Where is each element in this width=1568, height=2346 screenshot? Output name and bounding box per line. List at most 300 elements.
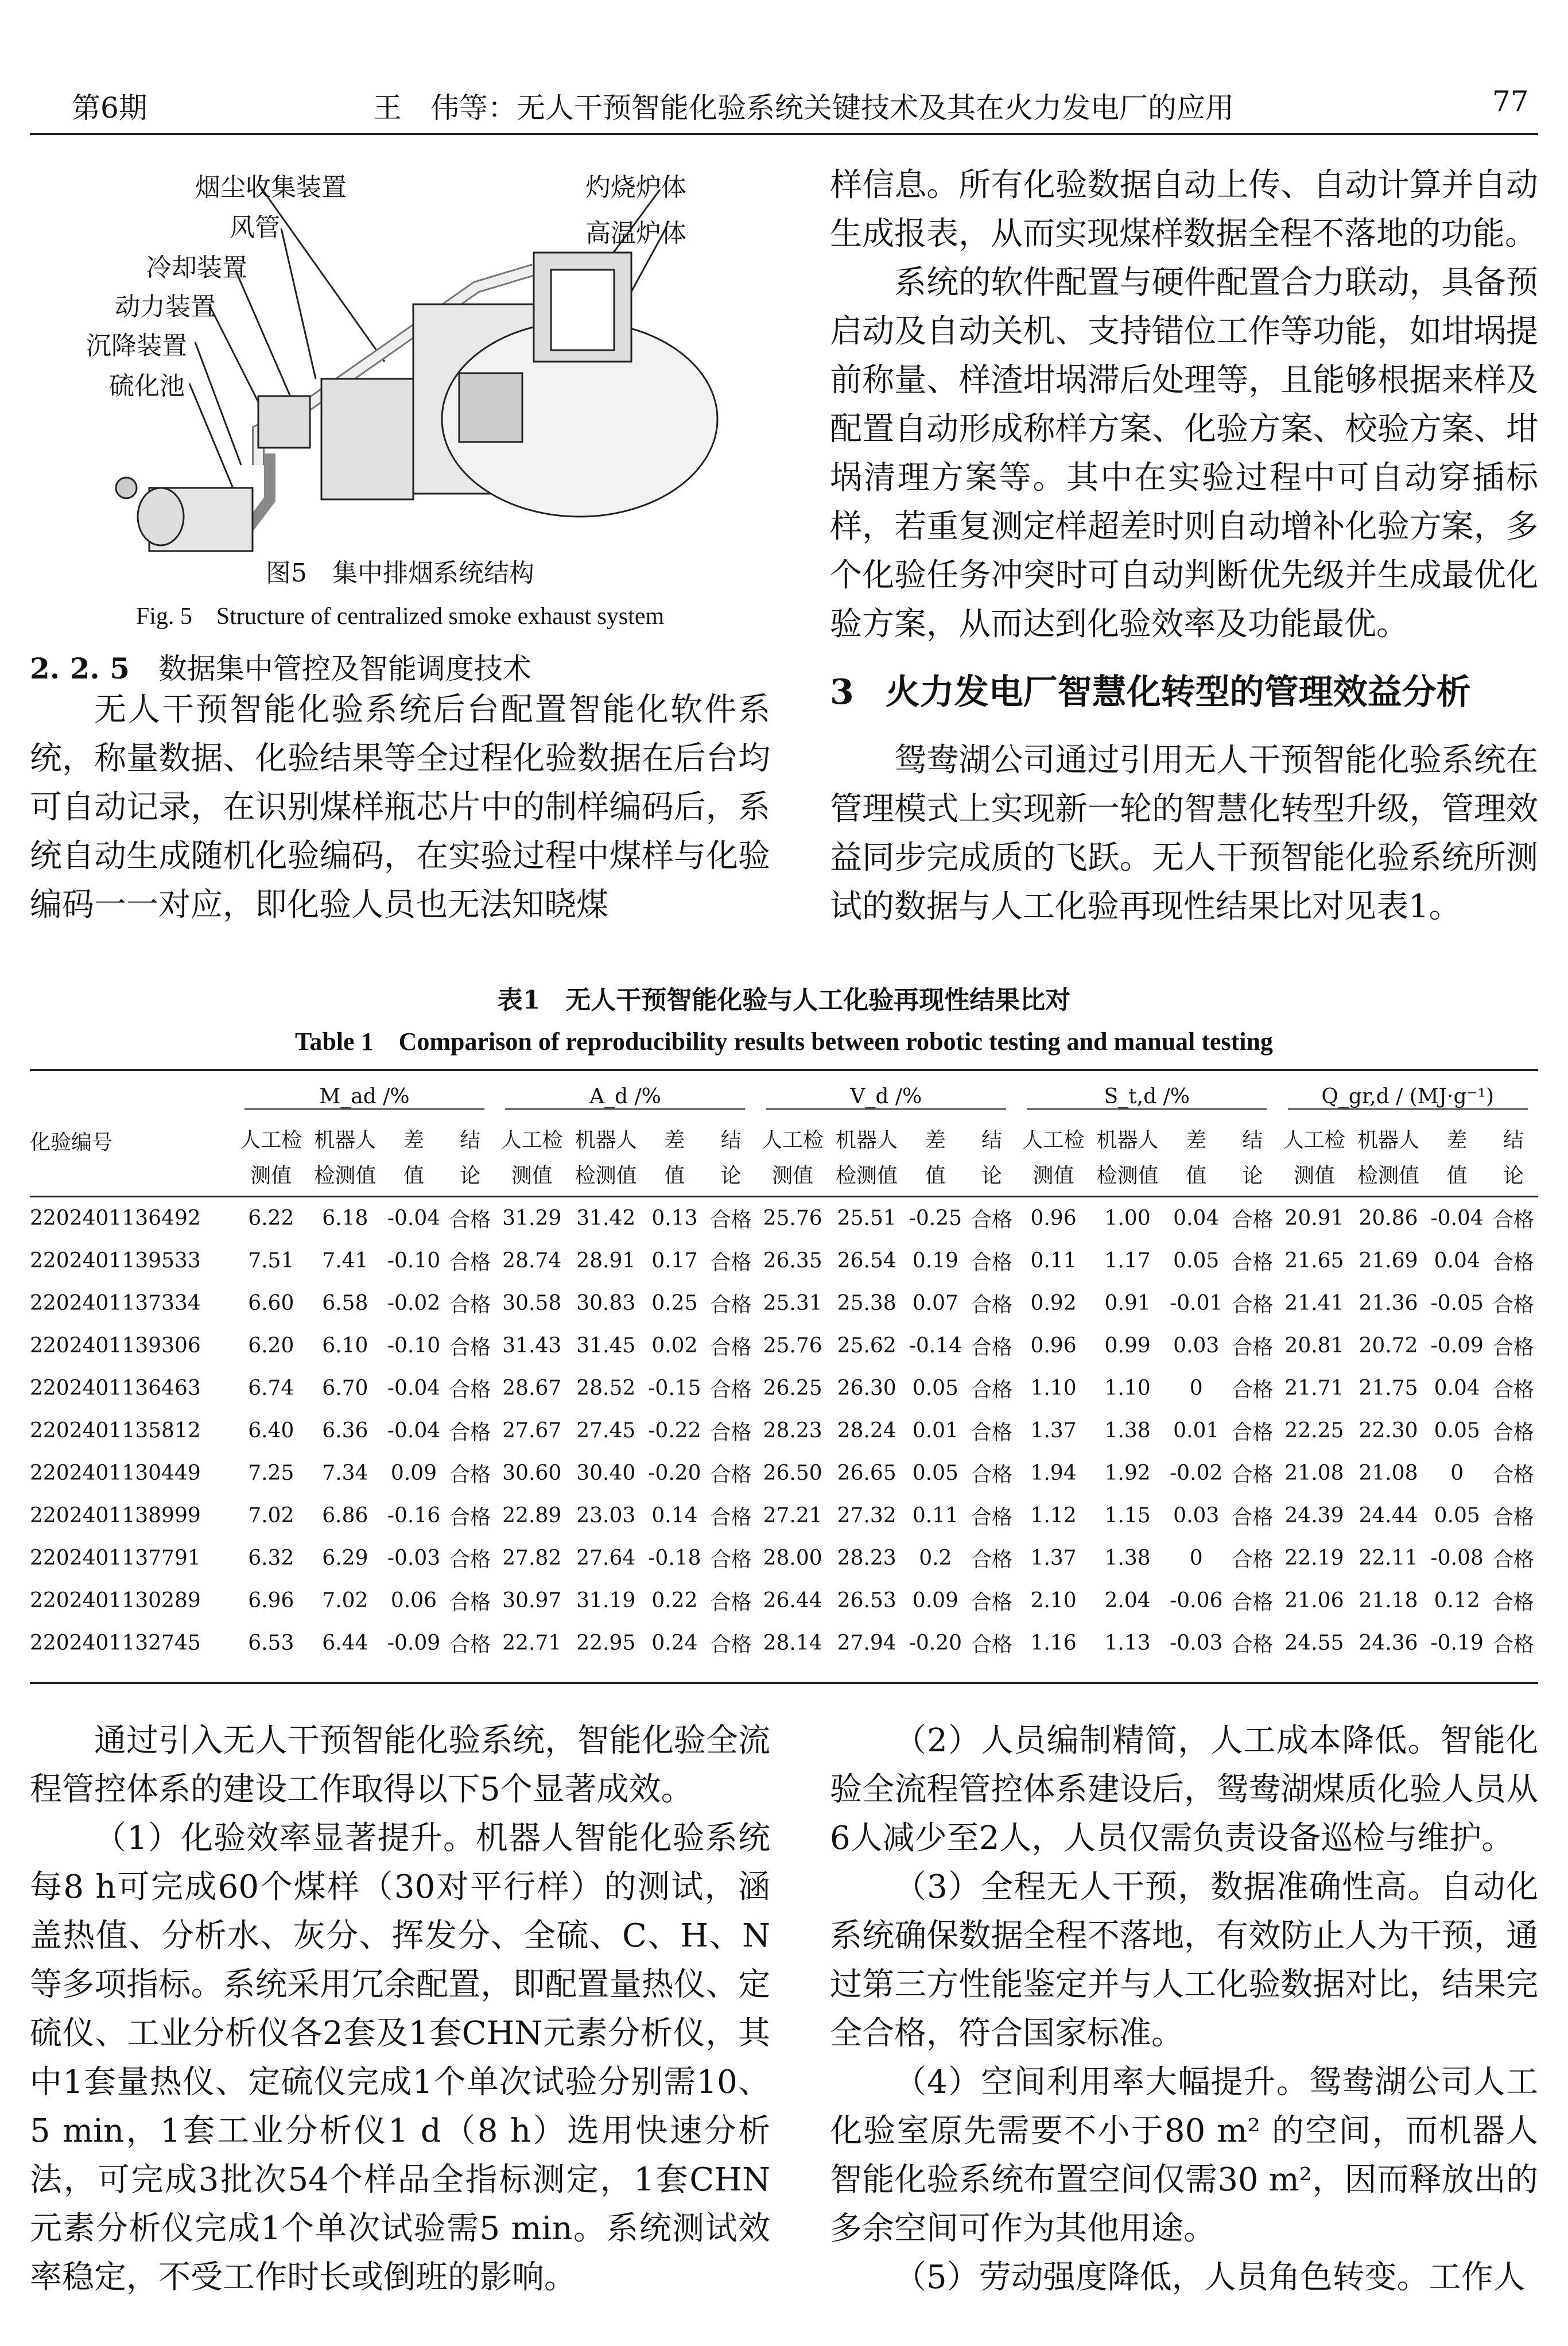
label-air-duct: 风管 <box>230 213 280 242</box>
table-cell: 合格 <box>449 1336 491 1359</box>
table-cell: 25.51 <box>837 1207 896 1230</box>
table-cell: 6.70 <box>322 1376 368 1400</box>
table-cell: 6.40 <box>248 1419 294 1443</box>
table-cell: 26.65 <box>837 1461 896 1485</box>
table-row <box>30 1580 1538 1622</box>
table-cell: 合格 <box>1232 1336 1274 1359</box>
table-cell: 30.58 <box>502 1292 562 1315</box>
table-cell: 31.19 <box>576 1589 636 1612</box>
table-cell: 合格 <box>971 1463 1012 1487</box>
table-cell: 0.03 <box>1173 1504 1220 1527</box>
table-cell: 7.51 <box>248 1249 294 1273</box>
table-cell: 合格 <box>449 1208 491 1232</box>
table-cell: 合格 <box>710 1633 752 1657</box>
table-cell: 合格 <box>710 1463 752 1487</box>
table-cell: 合格 <box>971 1378 1012 1402</box>
table-cell: 20.91 <box>1284 1207 1344 1230</box>
table-cell: 合格 <box>1492 1208 1534 1232</box>
table-cell: 合格 <box>710 1208 752 1232</box>
table-cell: 合格 <box>710 1336 752 1359</box>
table-cell: 30.97 <box>502 1589 562 1612</box>
sub-header-manual-value: 人工检 测值 <box>762 1129 824 1188</box>
table-cell: 合格 <box>971 1633 1012 1657</box>
sub-header-row <box>30 1122 1538 1196</box>
table-cell: 0.14 <box>651 1504 698 1527</box>
table-cell: 合格 <box>1492 1591 1534 1614</box>
table-cell: 28.74 <box>502 1249 562 1273</box>
table-cell: 合格 <box>449 1506 491 1529</box>
table-cell: 合格 <box>710 1548 752 1572</box>
table-cell: -0.09 <box>1430 1334 1484 1358</box>
table-cell: 合格 <box>449 1633 491 1657</box>
table-cell: 合格 <box>1232 1251 1274 1274</box>
table-row <box>30 1495 1538 1537</box>
table-cell: 合格 <box>1232 1293 1274 1317</box>
table-row <box>30 1452 1538 1495</box>
table-cell: 26.35 <box>763 1249 822 1273</box>
table-cell: 合格 <box>710 1251 752 1274</box>
table-cell: 合格 <box>1232 1633 1274 1657</box>
table-cell: 合格 <box>710 1591 752 1614</box>
table-cell: -0.02 <box>387 1292 441 1315</box>
table-row <box>30 1196 1538 1240</box>
table-cell: 0.06 <box>390 1589 437 1612</box>
table-cell: 1.16 <box>1030 1631 1077 1655</box>
table-cell: 合格 <box>1232 1506 1274 1529</box>
sub-header-robot-value: 机器人 检测值 <box>575 1129 637 1188</box>
section-number: 3 <box>830 672 854 712</box>
table-cell: 6.53 <box>248 1631 294 1655</box>
bottom-left-paragraph-2: （1）化验效率显著提升。机器人智能化验系统每8 h可完成60个煤样（30对平行样）的测试，涵盖热值、分析水、灰分、挥发分、全硫、C、H、N等多项指标。系统采用冗余配置，即配置量热仪、定硫仪、工业分析仪各2套及1套CHN元素分析仪，其中1套量热仪、定硫仪完成1个单次试验分别需10、5 min，1套工业分析仪1 d（8 h）选用快速分析法，可完成3批次54个样品全指标测定，1套CHN元素分析仪完成1个单次试验需5 min。系统测试效率稳定，不受工作时长或倒班的影响。 <box>30 1820 770 2296</box>
table-cell: 0.02 <box>651 1334 698 1358</box>
table-cell: 31.45 <box>576 1334 636 1358</box>
table-cell: -0.19 <box>1430 1631 1484 1655</box>
bottom-right-paragraph-1: （2）人员编制精简，人工成本降低。智能化验全流程管控体系建设后，鸳鸯湖煤质化验人员从6人减少至2人，人员仅需负责设备巡检与维护。 <box>830 1722 1538 1857</box>
section-title: 火力发电厂智慧化转型的管理效益分析 <box>885 672 1471 712</box>
right-paragraph-1: 样信息。所有化验数据自动上传、自动计算并自动生成报表，从而实现煤样数据全程不落地的功能。 <box>830 166 1538 253</box>
sub-header-conclusion: 结 论 <box>460 1129 481 1188</box>
cell-test-id: 2202401130289 <box>30 1589 201 1612</box>
table-cell: 6.29 <box>322 1546 368 1570</box>
table-cell: 22.71 <box>502 1631 562 1655</box>
table-cell: 1.37 <box>1030 1546 1077 1570</box>
table-cell: 0.09 <box>390 1461 437 1485</box>
table-cell: 7.25 <box>248 1461 294 1485</box>
table-cell: 合格 <box>1232 1548 1274 1572</box>
table-cell: 0.07 <box>912 1292 958 1315</box>
cell-test-id: 2202401137334 <box>30 1292 201 1315</box>
sub-header-difference: 差 值 <box>403 1129 424 1188</box>
table-cell: 22.89 <box>502 1504 562 1527</box>
sub-header-robot-value: 机器人 检测值 <box>836 1129 898 1188</box>
table-cell: -0.16 <box>387 1504 441 1527</box>
sub-header-difference: 差 值 <box>664 1129 685 1188</box>
table-cell: 28.91 <box>576 1249 636 1273</box>
sub-header-robot-value: 机器人 检测值 <box>1096 1129 1159 1188</box>
table-cell: -0.03 <box>1170 1631 1223 1655</box>
table-cell: 0 <box>1450 1461 1464 1485</box>
header-rule <box>30 133 1538 135</box>
table-cell: 1.10 <box>1104 1376 1151 1400</box>
table-cell: 1.92 <box>1104 1461 1151 1485</box>
table-cell: 0.01 <box>1173 1419 1220 1443</box>
table-row <box>30 1622 1538 1665</box>
table-cell: 26.30 <box>837 1376 896 1400</box>
table-cell: 21.06 <box>1284 1589 1344 1612</box>
table-cell: 27.82 <box>502 1546 562 1570</box>
table-cell: -0.09 <box>387 1631 441 1655</box>
table-cell: 21.18 <box>1359 1589 1418 1612</box>
table-cell: -0.05 <box>1430 1292 1484 1315</box>
table-cell: 6.32 <box>248 1546 294 1570</box>
table-cell: 合格 <box>449 1463 491 1487</box>
cell-test-id: 2202401135812 <box>30 1419 201 1443</box>
left-paragraph: 无人干预智能化验系统后台配置智能化软件系统，称量数据、化验结果等全过程化验数据在后台均可自动记录，在识别煤样瓶芯片中的制样编码后，系统自动生成随机化验编码，在实验过程中煤样与化验编码一一对应，即化验人员也无法知晓煤 <box>30 691 770 924</box>
table-cell: 1.17 <box>1104 1249 1151 1273</box>
table-cell: 1.12 <box>1030 1504 1077 1527</box>
table-cell: 0.24 <box>651 1631 698 1655</box>
table-cell: 合格 <box>1232 1378 1274 1402</box>
table-cell: 合格 <box>1492 1463 1534 1487</box>
sub-header-manual-value: 人工检 测值 <box>1022 1129 1085 1188</box>
table-cell: 24.55 <box>1284 1631 1344 1655</box>
table-cell: 27.94 <box>837 1631 896 1655</box>
table-cell: 1.38 <box>1104 1419 1151 1443</box>
cell-test-id: 2202401139533 <box>30 1249 201 1273</box>
table-cell: 26.44 <box>763 1589 822 1612</box>
table-cell: 30.83 <box>576 1292 636 1315</box>
table-cell: 合格 <box>449 1293 491 1317</box>
sub-header-conclusion: 结 论 <box>981 1129 1002 1188</box>
table-cell: 0.09 <box>912 1589 958 1612</box>
table-cell: 0.05 <box>912 1376 958 1400</box>
table-cell: 6.20 <box>248 1334 294 1358</box>
table-cell: 6.44 <box>322 1631 368 1655</box>
right-paragraph-2: 系统的软件配置与硬件配置合力联动，具备预启动及自动关机、支持错位工作等功能，如坩埚提前称量、样渣坩埚滞后处理等，且能够根据来样及配置自动形成称样方案、化验方案、校验方案、坩埚清理方案等。其中在实验过程中可自动穿插标样，若重复测定样超差时则自动增补化验方案，多个化验任务冲突时可自动判断优先级并生成最优化验方案，从而达到化验效率及功能最优。 <box>830 264 1538 643</box>
table-row <box>30 1240 1538 1282</box>
group-header-std: S_t,d /% <box>1016 1072 1277 1122</box>
table-cell: 0.05 <box>912 1461 958 1485</box>
cell-test-id: 2202401138999 <box>30 1504 201 1527</box>
table-cell: 合格 <box>971 1293 1012 1317</box>
table-cell: 6.22 <box>248 1207 294 1230</box>
table-cell: 25.62 <box>837 1334 896 1358</box>
sub-header-difference: 差 值 <box>925 1129 946 1188</box>
table-cell: 26.50 <box>763 1461 822 1485</box>
table-cell: 27.45 <box>576 1419 636 1443</box>
cell-test-id: 2202401136463 <box>30 1376 201 1400</box>
table-cell: 31.29 <box>502 1207 562 1230</box>
table-cell: 1.13 <box>1104 1631 1151 1655</box>
table-cell: 合格 <box>971 1208 1012 1232</box>
table-cell: 0.05 <box>1434 1504 1480 1527</box>
table-cell: 6.18 <box>322 1207 368 1230</box>
table-cell: 合格 <box>1232 1421 1274 1444</box>
cell-test-id: 2202401132745 <box>30 1631 201 1655</box>
table-cell: 27.32 <box>837 1504 896 1527</box>
table-cell: 合格 <box>1492 1378 1534 1402</box>
table-cell: 20.86 <box>1359 1207 1418 1230</box>
table-cell: 21.41 <box>1284 1292 1344 1315</box>
bottom-right-paragraph-4: （5）劳动强度降低，人员角色转变。工作人 <box>894 2259 1526 2296</box>
table-cell: 6.96 <box>248 1589 294 1612</box>
right-paragraph-3: 鸳鸯湖公司通过引用无人干预智能化验系统在管理模式上实现新一轮的智慧化转型升级，管理效益同步完成质的飞跃。无人干预智能化验系统所测试的数据与人工化验再现性结果比对见表1。 <box>830 742 1538 925</box>
label-cooling-device: 冷却装置 <box>146 253 247 282</box>
label-power-device: 动力装置 <box>115 292 216 321</box>
cell-test-id: 2202401130449 <box>30 1461 201 1485</box>
table-cell: -0.03 <box>387 1546 441 1570</box>
page-number: 77 <box>1492 85 1529 118</box>
reproducibility-table <box>30 1072 1538 1665</box>
table-cell: -0.04 <box>1430 1207 1484 1230</box>
table-cell: -0.18 <box>648 1546 701 1570</box>
table-cell: 0.03 <box>1173 1334 1220 1358</box>
sub-header-conclusion: 结 论 <box>1503 1129 1524 1188</box>
label-sulfidation-tank: 硫化池 <box>109 371 185 401</box>
table-cell: 6.60 <box>248 1292 294 1315</box>
table-cell: 合格 <box>1232 1208 1274 1232</box>
table-cell: 7.02 <box>248 1504 294 1527</box>
table-cell: 0.04 <box>1434 1376 1480 1400</box>
table-cell: 0.12 <box>1434 1589 1480 1612</box>
table-cell: 2.10 <box>1030 1589 1077 1612</box>
section-heading-2-2-5 <box>30 646 531 687</box>
table-cell: 6.74 <box>248 1376 294 1400</box>
label-dust-collector: 烟尘收集装置 <box>195 173 347 202</box>
table-cell: 26.54 <box>837 1249 896 1273</box>
table-cell: 21.71 <box>1284 1376 1344 1400</box>
table-cell: 合格 <box>1232 1591 1274 1614</box>
cell-test-id: 2202401136492 <box>30 1207 201 1230</box>
table-cell: 合格 <box>971 1591 1012 1614</box>
figure-caption-en: Fig. 5 Structure of centralized smoke exhaust system <box>135 603 665 630</box>
table-cell: 0.01 <box>912 1419 958 1443</box>
bottom-right-paragraph-3: （4）空间利用率大幅提升。鸳鸯湖公司人工化验室原先需要不小于80 m² 的空间，而机器人智能化验系统布置空间仅需30 m²，因而释放出的多余空间可作为其他用途。 <box>830 2064 1538 2247</box>
table-row <box>30 1537 1538 1580</box>
table-cell: 合格 <box>449 1421 491 1444</box>
table-cell: 合格 <box>971 1336 1012 1359</box>
group-header-mad: M_ad /% <box>234 1072 495 1122</box>
table-cell: 22.11 <box>1359 1546 1418 1570</box>
table-cell: 合格 <box>710 1378 752 1402</box>
table-cell: 1.10 <box>1030 1376 1077 1400</box>
figure-5 <box>63 155 786 557</box>
table-cell: -0.01 <box>1170 1292 1223 1315</box>
figure-caption-cn: 图5 集中排烟系统结构 <box>266 559 534 588</box>
table-cell: -0.04 <box>387 1207 441 1230</box>
table-cell: 20.81 <box>1284 1334 1344 1358</box>
table-cell: 1.15 <box>1104 1504 1151 1527</box>
table-cell: 21.75 <box>1359 1376 1418 1400</box>
table-cell: 0.11 <box>912 1504 958 1527</box>
table-cell: 0 <box>1189 1546 1203 1570</box>
table-cell: 0.92 <box>1030 1292 1077 1315</box>
table-cell: 0.25 <box>651 1292 698 1315</box>
table-cell: 7.41 <box>322 1249 368 1273</box>
table-cell: 26.25 <box>763 1376 822 1400</box>
table-cell: 26.53 <box>837 1589 896 1612</box>
table-cell: 28.67 <box>502 1376 562 1400</box>
table-cell: 27.64 <box>576 1546 636 1570</box>
table-cell: 21.65 <box>1284 1249 1344 1273</box>
table-cell: 0.99 <box>1104 1334 1151 1358</box>
table-cell: 30.60 <box>502 1461 562 1485</box>
table-cell: 24.36 <box>1359 1631 1418 1655</box>
sub-header-manual-value: 人工检 测值 <box>1283 1129 1345 1188</box>
table-cell: 2.04 <box>1104 1589 1151 1612</box>
table-cell: 合格 <box>710 1421 752 1444</box>
table-cell: 合格 <box>1492 1251 1534 1274</box>
table-cell: 25.31 <box>763 1292 822 1315</box>
table-cell: 合格 <box>971 1421 1012 1444</box>
table-cell: 28.23 <box>763 1419 822 1443</box>
bottom-left-paragraph-1: 通过引入无人干预智能化验系统，智能化验全流程管控体系的建设工作取得以下5个显著成效。 <box>30 1722 770 1808</box>
sub-header-robot-value: 机器人 检测值 <box>314 1129 377 1188</box>
table-cell: 22.30 <box>1359 1419 1418 1443</box>
table-cell: 合格 <box>449 1548 491 1572</box>
table-cell: 30.40 <box>576 1461 636 1485</box>
table-cell: 7.02 <box>322 1589 368 1612</box>
table-cell: 合格 <box>1492 1548 1534 1572</box>
table-cell: 6.58 <box>322 1292 368 1315</box>
sub-header-manual-value: 人工检 测值 <box>500 1129 563 1188</box>
table-cell: 27.21 <box>763 1504 822 1527</box>
table-cell: 0.04 <box>1434 1249 1480 1273</box>
table-cell: 合格 <box>1232 1463 1274 1487</box>
table-cell: 0.05 <box>1434 1419 1480 1443</box>
label-settling-device: 沉降装置 <box>86 331 187 360</box>
sub-header-difference: 差 值 <box>1446 1129 1468 1188</box>
table-cell: 6.86 <box>322 1504 368 1527</box>
table-cell: 24.39 <box>1284 1504 1344 1527</box>
table-cell: 0.96 <box>1030 1334 1077 1358</box>
table-cell: -0.08 <box>1430 1546 1484 1570</box>
section-title: 数据集中管控及智能调度技术 <box>158 652 531 685</box>
table-cell: 25.38 <box>837 1292 896 1315</box>
table-cell: 0.91 <box>1104 1292 1151 1315</box>
table-cell: 21.08 <box>1284 1461 1344 1485</box>
table-cell: 31.43 <box>502 1334 562 1358</box>
table-cell: 25.76 <box>763 1207 822 1230</box>
table-cell: 0.22 <box>651 1589 698 1612</box>
table-cell: -0.10 <box>387 1334 441 1358</box>
table-cell: 合格 <box>710 1293 752 1317</box>
table-row <box>30 1282 1538 1325</box>
table-cell: -0.20 <box>909 1631 962 1655</box>
table-cell: 0.19 <box>912 1249 958 1273</box>
table-cell: 7.34 <box>322 1461 368 1485</box>
table-cell: 28.00 <box>763 1546 822 1570</box>
table-cell: 21.36 <box>1359 1292 1418 1315</box>
table-cell: 28.23 <box>837 1546 896 1570</box>
table-cell: 0.17 <box>651 1249 698 1273</box>
table-cell: -0.25 <box>909 1207 962 1230</box>
table-cell: 合格 <box>1492 1421 1534 1444</box>
table-top-rule <box>30 1069 1538 1071</box>
table-cell: 0 <box>1189 1376 1203 1400</box>
table-row <box>30 1410 1538 1452</box>
sub-header-conclusion: 结 论 <box>720 1129 742 1188</box>
table-cell: -0.04 <box>387 1419 441 1443</box>
table-cell: 合格 <box>1492 1633 1534 1657</box>
table-cell: 22.25 <box>1284 1419 1344 1443</box>
table-cell: 21.69 <box>1359 1249 1418 1273</box>
table-cell: 合格 <box>449 1591 491 1614</box>
table-cell: 0.96 <box>1030 1207 1077 1230</box>
table-title-cn: 表1 无人干预智能化验与人工化验再现性结果比对 <box>497 986 1071 1015</box>
cell-test-id: 2202401137791 <box>30 1546 201 1570</box>
table-cell: 28.14 <box>763 1631 822 1655</box>
table-cell: -0.02 <box>1170 1461 1223 1485</box>
table-cell: -0.22 <box>648 1419 701 1443</box>
label-burning-furnace: 灼烧炉体 <box>585 173 686 202</box>
table-cell: 24.44 <box>1359 1504 1418 1527</box>
sub-header-manual-value: 人工检 测值 <box>240 1129 302 1188</box>
table-cell: 0.13 <box>651 1207 698 1230</box>
cell-test-id: 2202401139306 <box>30 1334 201 1358</box>
journal-issue: 第6期 <box>72 91 148 125</box>
table-cell: 合格 <box>1492 1506 1534 1529</box>
sub-header-difference: 差 值 <box>1186 1129 1207 1188</box>
table-cell: 28.52 <box>576 1376 636 1400</box>
table-cell: 合格 <box>710 1506 752 1529</box>
table-cell: 合格 <box>1492 1293 1534 1317</box>
table-cell: -0.15 <box>648 1376 701 1400</box>
table-cell: 合格 <box>971 1251 1012 1274</box>
table-cell: -0.10 <box>387 1249 441 1273</box>
table-cell: -0.20 <box>648 1461 701 1485</box>
group-header-qgrd: Q_gr,d / (MJ·g⁻¹) <box>1277 1072 1538 1122</box>
table-cell: -0.14 <box>909 1334 962 1358</box>
table-cell: 6.10 <box>322 1334 368 1358</box>
table-cell: 21.08 <box>1359 1461 1418 1485</box>
table-cell: 合格 <box>1492 1336 1534 1359</box>
table-cell: 31.42 <box>576 1207 636 1230</box>
table-cell: 0.04 <box>1173 1207 1220 1230</box>
table-cell: 0.2 <box>919 1546 952 1570</box>
sub-header-conclusion: 结 论 <box>1242 1129 1263 1188</box>
bottom-right-paragraph-2: （3）全程无人干预，数据准确性高。自动化系统确保数据全程不落地，有效防止人为干预，通过第三方性能鉴定并与人工化验数据对比，结果完全合格，符合国家标准。 <box>830 1868 1538 2052</box>
table-cell: 1.37 <box>1030 1419 1077 1443</box>
table-cell: 1.94 <box>1030 1461 1077 1485</box>
table-cell: 0.05 <box>1173 1249 1220 1273</box>
table-cell: 20.72 <box>1359 1334 1418 1358</box>
table-cell: 1.38 <box>1104 1546 1151 1570</box>
table-cell: -0.04 <box>387 1376 441 1400</box>
table-cell: 27.67 <box>502 1419 562 1443</box>
table-cell: 28.24 <box>837 1419 896 1443</box>
section-heading-3 <box>830 665 1471 714</box>
table-cell: -0.06 <box>1170 1589 1223 1612</box>
table-cell: 合格 <box>449 1378 491 1402</box>
table-cell: 合格 <box>971 1548 1012 1572</box>
table-row <box>30 1367 1538 1410</box>
running-title: 王 伟等：无人干预智能化验系统关键技术及其在火力发电厂的应用 <box>373 91 1234 125</box>
section-number: 2. 2. 5 <box>30 652 130 685</box>
col-header-id: 化验编号 <box>30 1131 113 1154</box>
table-cell: 22.19 <box>1284 1546 1344 1570</box>
table-cell: 6.36 <box>322 1419 368 1443</box>
table-cell: 23.03 <box>576 1504 636 1527</box>
table-cell: 0.11 <box>1030 1249 1077 1273</box>
table-cell: 25.76 <box>763 1334 822 1358</box>
table-cell: 合格 <box>971 1506 1012 1529</box>
table-bottom-rule <box>30 1682 1538 1684</box>
label-high-temp-furnace: 高温炉体 <box>585 219 686 248</box>
table-cell: 合格 <box>449 1251 491 1274</box>
table-cell: 1.00 <box>1104 1207 1151 1230</box>
group-header-ad: A_d /% <box>495 1072 755 1122</box>
